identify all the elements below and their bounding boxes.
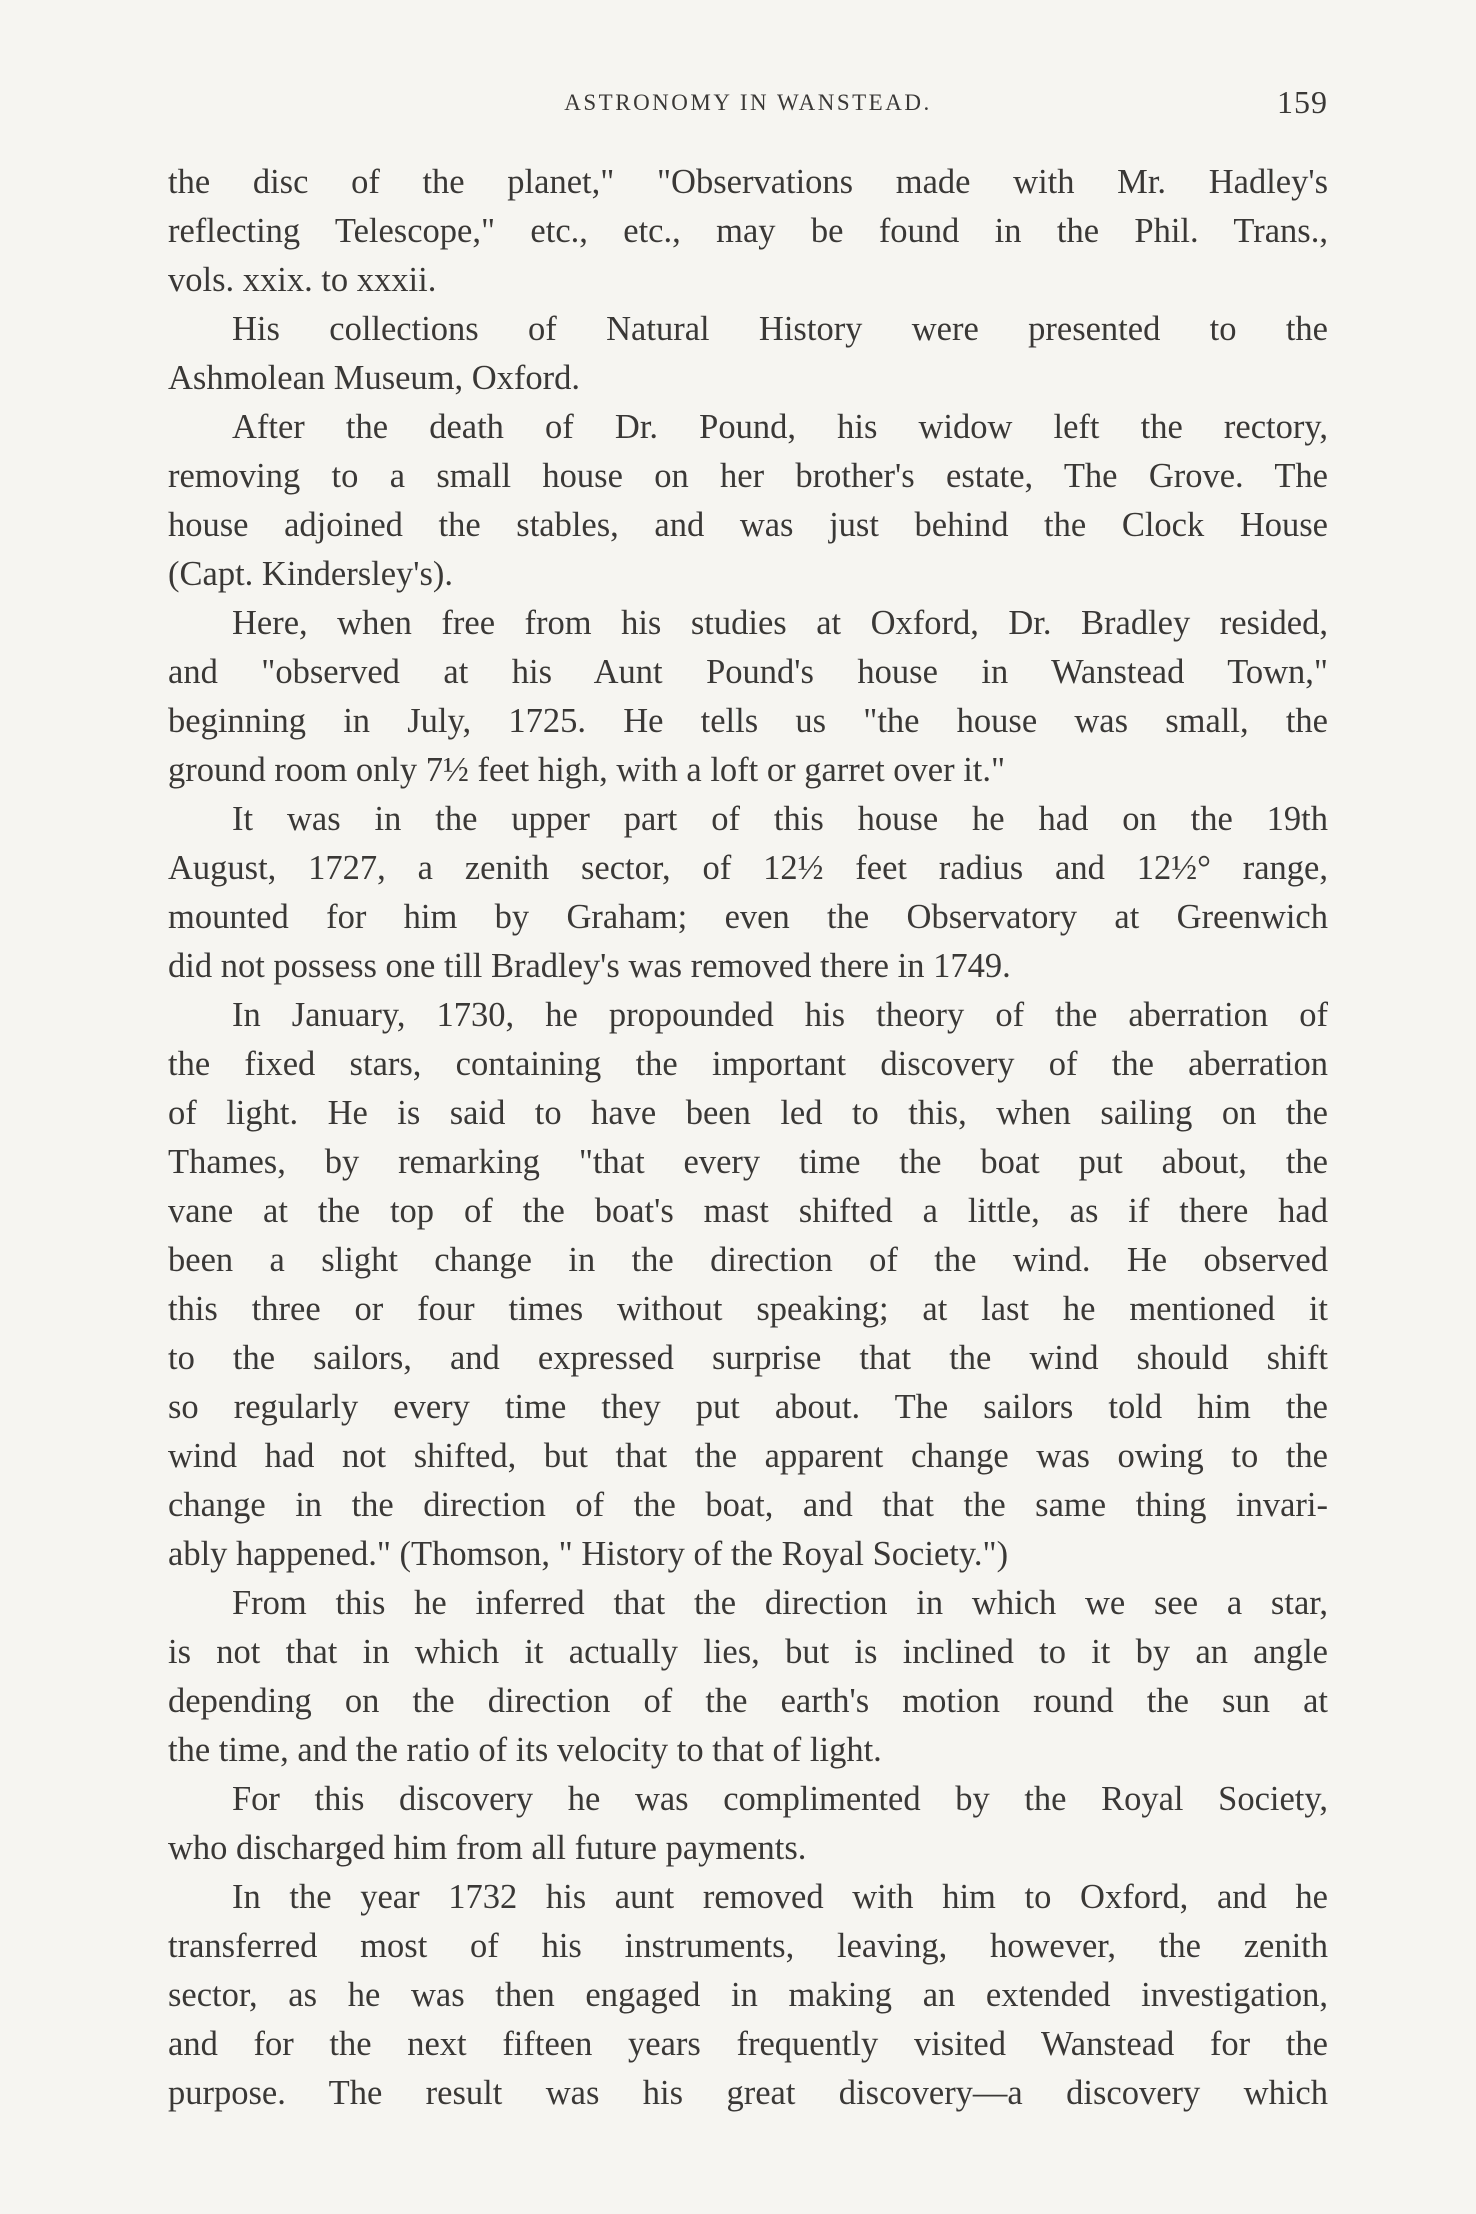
text-line: ably happened." (Thomson, " History of the Royal Society.")	[168, 1535, 1009, 1573]
text-line: this three or four times without speaking; at last he mentioned it	[168, 1290, 1328, 1328]
text-line: For this discovery he was complimented by the Royal Society,	[232, 1780, 1328, 1818]
text-line: wind had not shifted, but that the apparent change was owing to the	[168, 1437, 1328, 1475]
text-line: house adjoined the stables, and was just behind the Clock House	[168, 506, 1328, 544]
paragraph	[168, 403, 1328, 599]
text-line: removing to a small house on her brother's estate, The Grove. The	[168, 457, 1328, 495]
text-line: Ashmolean Museum, Oxford.	[168, 359, 581, 397]
text-line: the time, and the ratio of its velocity to that of light.	[168, 1731, 882, 1769]
paragraph	[168, 1579, 1328, 1775]
text-line: the fixed stars, containing the important discovery of the aberration	[168, 1045, 1328, 1083]
text-line: purpose. The result was his great discovery—a discovery which	[168, 2074, 1328, 2112]
text-line: reflecting Telescope," etc., etc., may be found in the Phil. Trans.,	[168, 212, 1328, 250]
text-line: From this he inferred that the direction in which we see a star,	[232, 1584, 1328, 1622]
running-head	[168, 84, 1328, 124]
text-line: so regularly every time they put about. The sailors told him the	[168, 1388, 1328, 1426]
text-line: been a slight change in the direction of the wind. He observed	[168, 1241, 1328, 1279]
paragraph	[168, 599, 1328, 795]
text-line: mounted for him by Graham; even the Observatory at Greenwich	[168, 898, 1328, 936]
paragraph	[168, 1775, 1328, 1873]
text-line: and for the next fifteen years frequently visited Wanstead for the	[168, 2025, 1328, 2063]
text-line: is not that in which it actually lies, but is inclined to it by an angle	[168, 1633, 1328, 1671]
text-line: It was in the upper part of this house he had on the 19th	[232, 800, 1328, 838]
running-title: ASTRONOMY IN WANSTEAD.	[564, 90, 932, 115]
text-line: change in the direction of the boat, and that the same thing invari-	[168, 1486, 1328, 1524]
paragraph	[168, 1873, 1328, 2118]
paragraph	[168, 305, 1328, 403]
text-line: who discharged him from all future payments.	[168, 1829, 807, 1867]
text-line: His collections of Natural History were presented to the	[232, 310, 1328, 348]
text-line: vols. xxix. to xxxii.	[168, 261, 437, 299]
text-line: sector, as he was then engaged in making an extended investigation,	[168, 1976, 1328, 2014]
text-line: (Capt. Kindersley's).	[168, 555, 454, 593]
text-line: In the year 1732 his aunt removed with him to Oxford, and he	[232, 1878, 1328, 1916]
text-line: August, 1727, a zenith sector, of 12½ feet radius and 12½° range,	[168, 849, 1328, 887]
text-line: depending on the direction of the earth's motion round the sun at	[168, 1682, 1328, 1720]
text-line: did not possess one till Bradley's was removed there in 1749.	[168, 947, 1011, 985]
text-line: the disc of the planet," "Observations made with Mr. Hadley's	[168, 163, 1328, 201]
paragraph	[168, 991, 1328, 1579]
text-line: Here, when free from his studies at Oxford, Dr. Bradley resided,	[232, 604, 1328, 642]
text-line: ground room only 7½ feet high, with a loft or garret over it."	[168, 751, 1006, 789]
body-text	[168, 158, 1328, 2118]
text-line: to the sailors, and expressed surprise that the wind should shift	[168, 1339, 1328, 1377]
text-line: vane at the top of the boat's mast shifted a little, as if there had	[168, 1192, 1328, 1230]
text-line: transferred most of his instruments, leaving, however, the zenith	[168, 1927, 1328, 1965]
paragraph	[168, 158, 1328, 305]
text-line: Thames, by remarking "that every time the boat put about, the	[168, 1143, 1328, 1181]
text-line: In January, 1730, he propounded his theory of the aberration of	[232, 996, 1328, 1034]
text-line: After the death of Dr. Pound, his widow left the rectory,	[232, 408, 1328, 446]
text-line: beginning in July, 1725. He tells us "the house was small, the	[168, 702, 1328, 740]
page-number: 159	[1277, 84, 1328, 120]
text-line: and "observed at his Aunt Pound's house in Wanstead Town,"	[168, 653, 1328, 691]
paragraph	[168, 795, 1328, 991]
text-line: of light. He is said to have been led to this, when sailing on the	[168, 1094, 1328, 1132]
